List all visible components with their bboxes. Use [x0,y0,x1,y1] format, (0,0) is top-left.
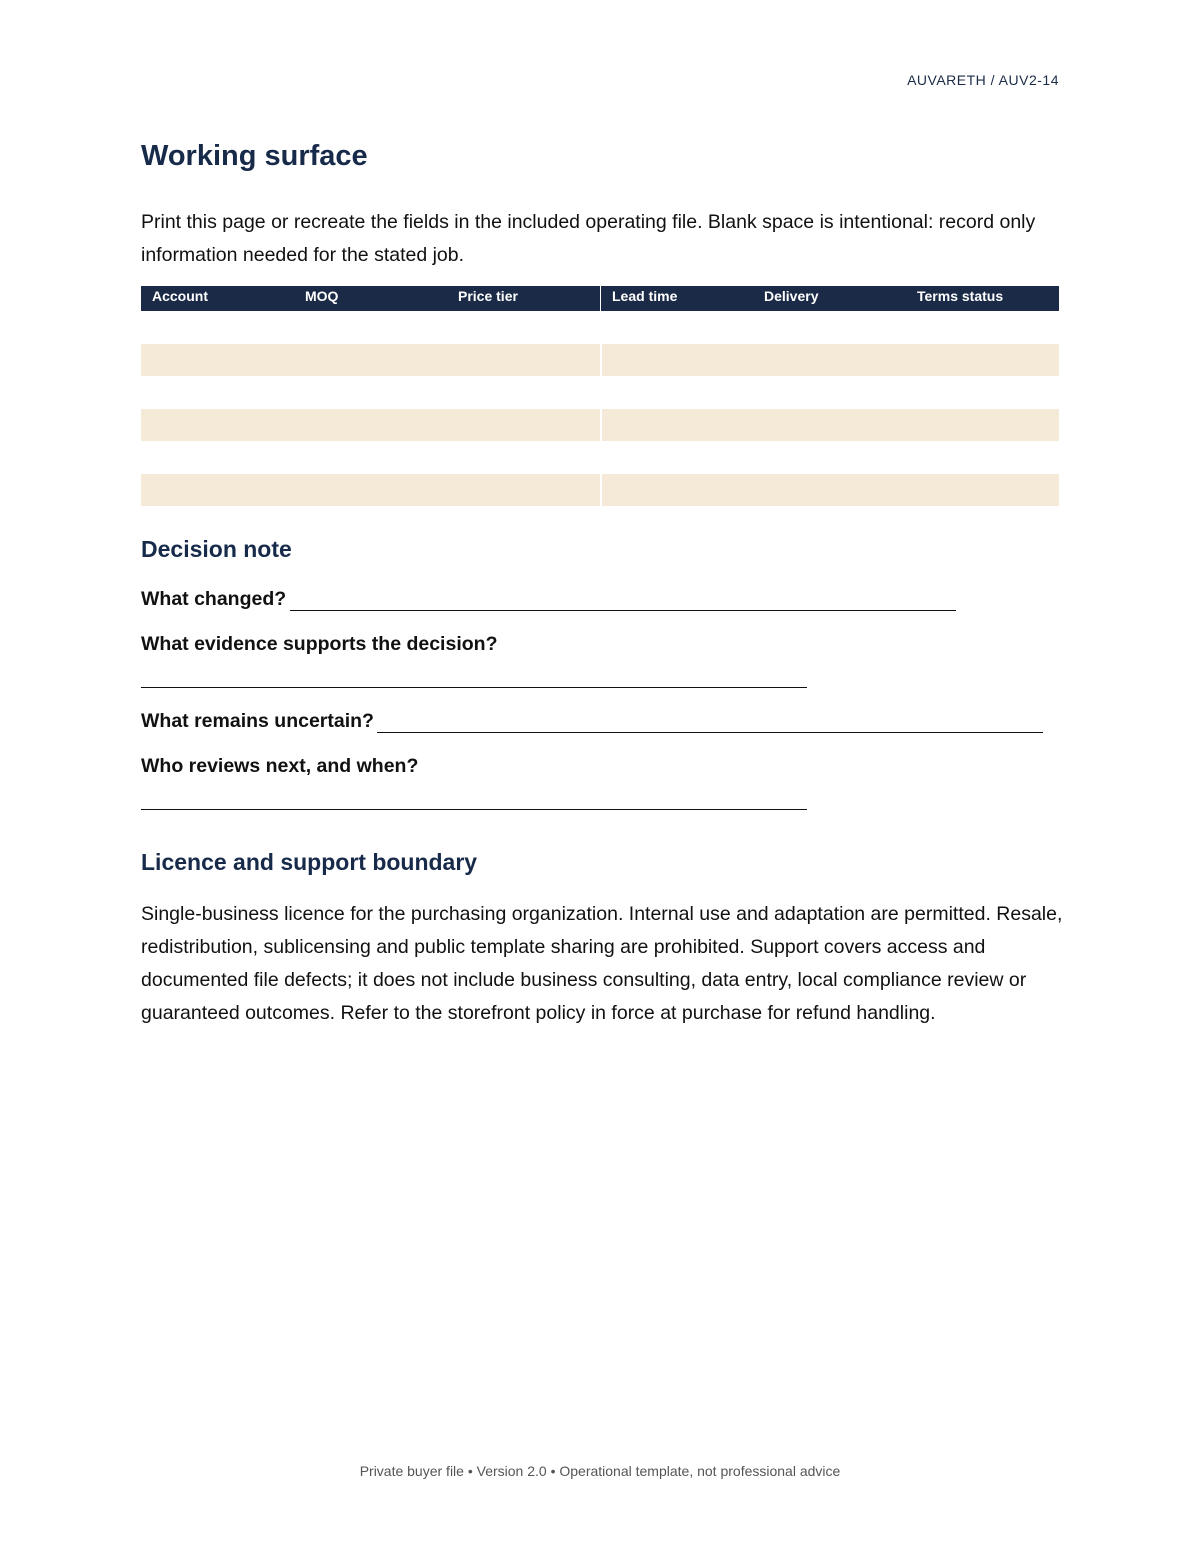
table-row[interactable] [141,474,1059,507]
table-row[interactable] [141,441,1059,474]
table-cell-group[interactable] [600,441,1059,474]
table-cell-group[interactable] [600,409,1059,442]
table-cell-group[interactable] [141,311,600,344]
answer-line-evidence[interactable] [141,687,807,688]
table-header [141,286,1059,311]
table-cell-group[interactable] [600,376,1059,409]
column-header-delivery: Delivery [764,288,819,304]
answer-line-reviewer[interactable] [141,809,807,810]
licence-heading: Licence and support boundary [141,849,478,875]
licence-paragraph: Single-business licence for the purchasing organization. Internal use and adaptation are permitted. Resale, redistribution, sublicensing and public template sharing are prohibited. Support covers access and documented file defects; it does not include business consulting, data entry, local compliance review or guaranteed outcomes. Refer to the storefront policy in force at purchase for refund handling. [141,903,1063,1024]
table-row[interactable] [141,311,1059,344]
answer-line-what-changed[interactable] [290,610,956,611]
prompt-uncertain: What remains uncertain? [141,710,374,732]
column-header-moq: MOQ [305,288,339,304]
table-cell-group[interactable] [141,376,600,409]
page-title: Working surface [141,140,368,172]
table-cell-group[interactable] [141,441,600,474]
table-row[interactable] [141,344,1059,377]
table-row[interactable] [141,409,1059,442]
decision-note-heading: Decision note [141,536,292,562]
column-header-price-tier: Price tier [458,288,518,304]
table-cell-group[interactable] [600,344,1059,377]
table-cell-group[interactable] [141,344,600,377]
intro-paragraph: Print this page or recreate the fields in the included operating file. Blank space is intentional: record only information needed for the stated job. [141,211,1036,266]
working-table [141,286,1059,506]
column-header-terms-status: Terms status [917,288,1004,304]
table-row[interactable] [141,376,1059,409]
prompt-reviewer: Who reviews next, and when? [141,755,419,777]
table-cell-group[interactable] [600,311,1059,344]
table-cell-group[interactable] [141,409,600,442]
answer-line-uncertain[interactable] [377,732,1043,733]
table-cell-group[interactable] [600,474,1059,507]
document-reference: AUVARETH / AUV2-14 [907,72,1059,88]
column-header-account: Account [152,288,208,304]
page-footer: Private buyer file • Version 2.0 • Operational template, not professional advice [359,1463,841,1479]
prompt-evidence: What evidence supports the decision? [141,633,498,655]
prompt-what-changed: What changed? [141,588,287,610]
table-cell-group[interactable] [141,474,600,507]
column-header-lead-time: Lead time [600,286,753,311]
